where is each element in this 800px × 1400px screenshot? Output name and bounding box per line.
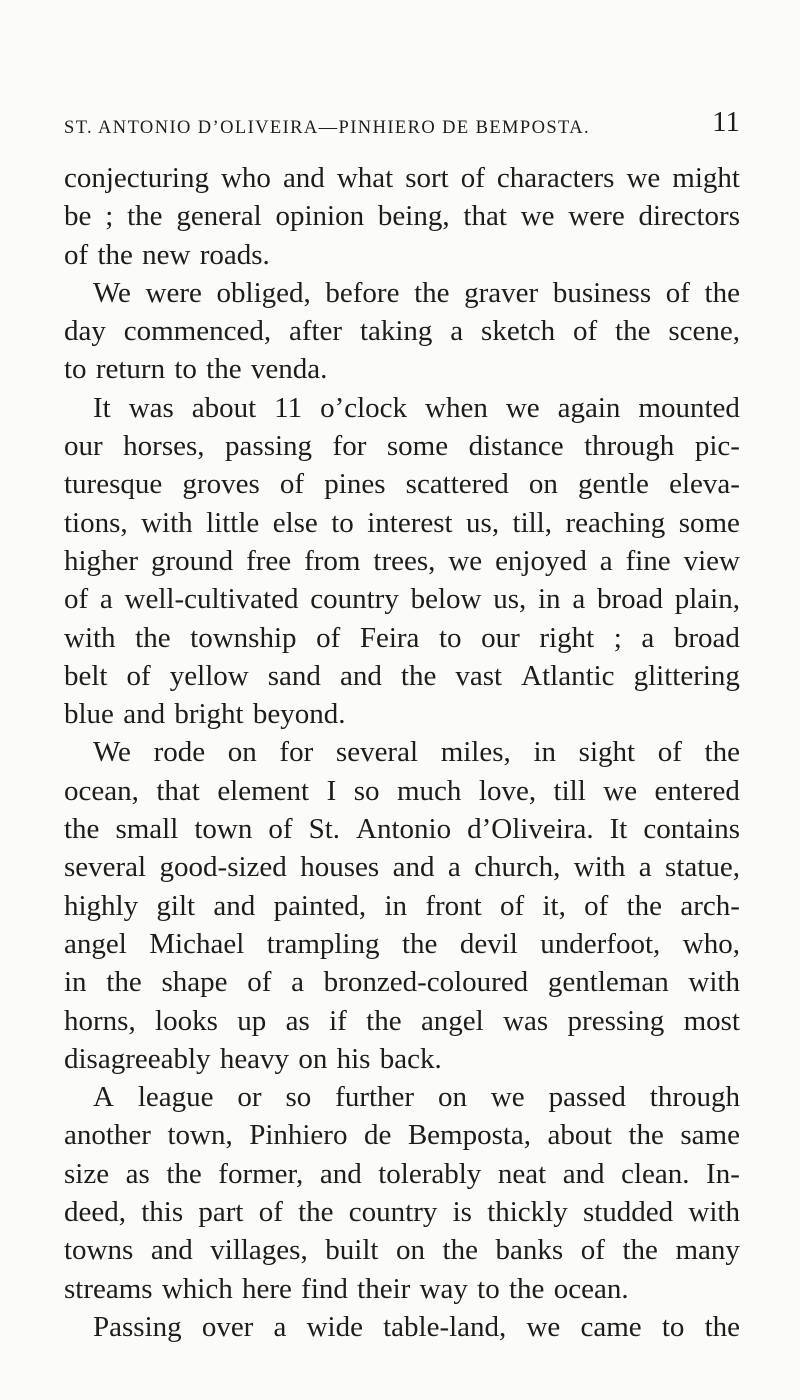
text-line: deed, this part of the country is thickly studded with — [64, 1196, 740, 1229]
text-line: Passing over a wide table-land, we came to the — [93, 1310, 740, 1343]
text-line: in the shape of a bronzed-coloured gentleman with — [64, 966, 740, 999]
text-line: with the township of Feira to our right ; a broad — [64, 621, 740, 654]
text-line: We were obliged, before the graver business of the — [93, 276, 740, 309]
text-line: ocean, that element I so much love, till we entered — [64, 774, 740, 807]
text-line: another town, Pinhiero de Bemposta, about the same — [64, 1119, 740, 1152]
text-line: towns and villages, built on the banks of the many — [64, 1234, 740, 1267]
text-line: be ; the general opinion being, that we were directors — [64, 200, 740, 233]
text-line: conjecturing who and what sort of characters we might — [64, 162, 740, 194]
text-line: angel Michael trampling the devil underfoot, who, — [64, 927, 740, 960]
text-line: tions, with little else to interest us, till, reaching some — [64, 506, 740, 539]
text-line: streams which here find their way to the ocean. — [64, 1272, 629, 1305]
text-line: of a well-cultivated country below us, in a broad plain, — [64, 583, 740, 616]
text-line: disagreeably heavy on his back. — [64, 1042, 442, 1075]
text-line: belt of yellow sand and the vast Atlantic glittering — [64, 659, 740, 692]
text-line: higher ground free from trees, we enjoyed a fine view — [64, 544, 740, 577]
page-number: 11 — [712, 106, 740, 138]
text-line: blue and bright beyond. — [64, 698, 346, 731]
running-title: ST. ANTONIO D’OLIVEIRA—PINHIERO DE BEMPOSTA. — [64, 118, 591, 138]
text-line: to return to the venda. — [64, 353, 328, 386]
text-line: We rode on for several miles, in sight of the — [93, 736, 740, 769]
text-line: It was about 11 o’clock when we again mounted — [93, 391, 740, 424]
text-line: the small town of St. Antonio d’Oliveira. It contains — [64, 813, 740, 846]
text-line: turesque groves of pines scattered on gentle eleva- — [64, 468, 740, 501]
running-head — [64, 106, 740, 144]
text-line: horns, looks up as if the angel was pressing most — [64, 1004, 740, 1037]
text-line: size as the former, and tolerably neat and clean. In- — [64, 1157, 740, 1190]
text-line: several good-sized houses and a church, with a statue, — [64, 851, 740, 884]
body-text — [64, 159, 740, 1346]
text-line: of the new roads. — [64, 238, 270, 271]
text-line: our horses, passing for some distance through pic- — [64, 430, 740, 463]
text-line: highly gilt and painted, in front of it, of the arch- — [64, 889, 740, 922]
text-line: day commenced, after taking a sketch of the scene, — [64, 315, 740, 348]
text-line: A league or so further on we passed through — [93, 1081, 740, 1114]
